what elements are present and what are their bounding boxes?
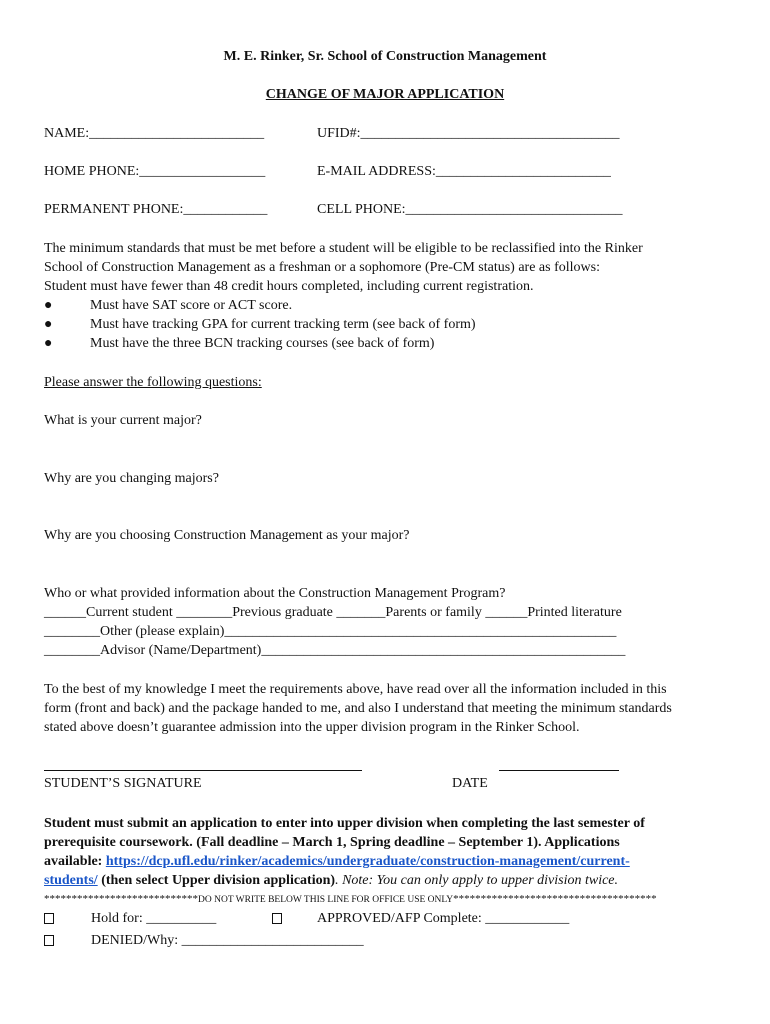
email-field[interactable]: E-MAIL ADDRESS:_________________________	[317, 164, 611, 179]
info-source-other[interactable]: ________Other (please explain)________________________________________________________	[44, 624, 617, 639]
school-name: M. E. Rinker, Sr. School of Construction Management	[223, 49, 547, 64]
questions-heading: Please answer the following questions:	[44, 375, 262, 390]
submission-line-1: Student must submit an application to enter into upper division when completing the last semester of	[44, 816, 645, 831]
requirements-section	[44, 239, 734, 353]
submission-notice	[44, 814, 734, 890]
question-changing-majors: Why are you changing majors?	[44, 471, 219, 486]
requirement-bullet	[44, 334, 734, 353]
available-label: available:	[44, 854, 103, 869]
question-current-major: What is your current major?	[44, 413, 202, 428]
info-source-advisor[interactable]: ________Advisor (Name/Department)____________________________________________________	[44, 643, 626, 658]
acknowledgement-line-3: stated above doesn’t guarantee admission into the upper division program in the Rinker School.	[44, 720, 580, 735]
divider-stars-left: ****************************	[44, 893, 198, 905]
office-use-label: DO NOT WRITE BELOW THIS LINE FOR OFFICE USE ONLY	[198, 895, 454, 905]
approved-checkbox[interactable]	[272, 913, 282, 924]
requirements-intro-3: Student must have fewer than 48 credit hours completed, including current registration.	[44, 279, 534, 294]
apply-twice-note: . Note: You can only apply to upper division twice.	[335, 873, 619, 888]
bullet-icon: ●	[44, 317, 53, 332]
info-source-section	[44, 584, 734, 660]
acknowledgement-section	[44, 680, 734, 737]
select-instruction: (then select Upper division application)	[101, 873, 336, 888]
date-label: DATE	[452, 776, 488, 791]
signature-line[interactable]	[44, 770, 362, 771]
bullet-icon: ●	[44, 298, 53, 313]
denied-checkbox[interactable]	[44, 935, 54, 946]
hold-checkbox[interactable]	[44, 913, 54, 924]
divider-stars-right: *************************************	[453, 893, 657, 905]
ufid-field[interactable]: UFID#:_____________________________________	[317, 126, 620, 141]
application-link[interactable]: https://dcp.ufl.edu/rinker/academics/undergraduate/construction-management/current-	[105, 854, 630, 869]
home-phone-field[interactable]: HOME PHONE:__________________	[44, 164, 266, 179]
requirements-intro-2: School of Construction Management as a freshman or a sophomore (Pre-CM status) are as follows:	[44, 260, 600, 275]
requirement-text: Must have the three BCN tracking courses (see back of form)	[90, 336, 435, 351]
requirement-bullet	[44, 296, 734, 315]
requirement-text: Must have tracking GPA for current tracking term (see back of form)	[90, 317, 476, 332]
submission-line-4	[44, 871, 734, 890]
submission-line-2: prerequisite coursework. (Fall deadline – March 1, Spring deadline – September 1). Applications	[44, 835, 620, 850]
question-info-source: Who or what provided information about the Construction Management Program?	[44, 586, 506, 601]
acknowledgement-line-1: To the best of my knowledge I meet the requirements above, have read over all the information included in this	[44, 682, 667, 697]
student-signature-label: STUDENT’S SIGNATURE	[44, 776, 202, 791]
approved-field[interactable]: APPROVED/AFP Complete: ____________	[317, 911, 570, 926]
hold-for-field[interactable]: Hold for: __________	[91, 911, 217, 926]
info-source-options[interactable]: ______Current student ________Previous graduate _______Parents or family ______Printed literature	[44, 605, 622, 620]
denied-field[interactable]: DENIED/Why: __________________________	[91, 933, 364, 948]
requirements-intro-1: The minimum standards that must be met before a student will be eligible to be reclassified into the Rinker	[44, 241, 643, 256]
submission-line-3	[44, 852, 734, 871]
application-link-end[interactable]: students/	[44, 873, 98, 888]
acknowledgement-line-2: form (front and back) and the package handed to me, and also I understand that meeting the minimum standards	[44, 701, 672, 716]
requirement-text: Must have SAT score or ACT score.	[90, 298, 293, 313]
permanent-phone-field[interactable]: PERMANENT PHONE:____________	[44, 202, 268, 217]
date-line[interactable]	[499, 770, 619, 771]
form-title: CHANGE OF MAJOR APPLICATION	[265, 87, 505, 102]
cell-phone-field[interactable]: CELL PHONE:_______________________________	[317, 202, 623, 217]
requirement-bullet	[44, 315, 734, 334]
question-choosing-cm: Why are you choosing Construction Management as your major?	[44, 528, 410, 543]
bullet-icon: ●	[44, 336, 53, 351]
office-use-divider	[44, 890, 657, 909]
name-field[interactable]: NAME:_________________________	[44, 126, 265, 141]
